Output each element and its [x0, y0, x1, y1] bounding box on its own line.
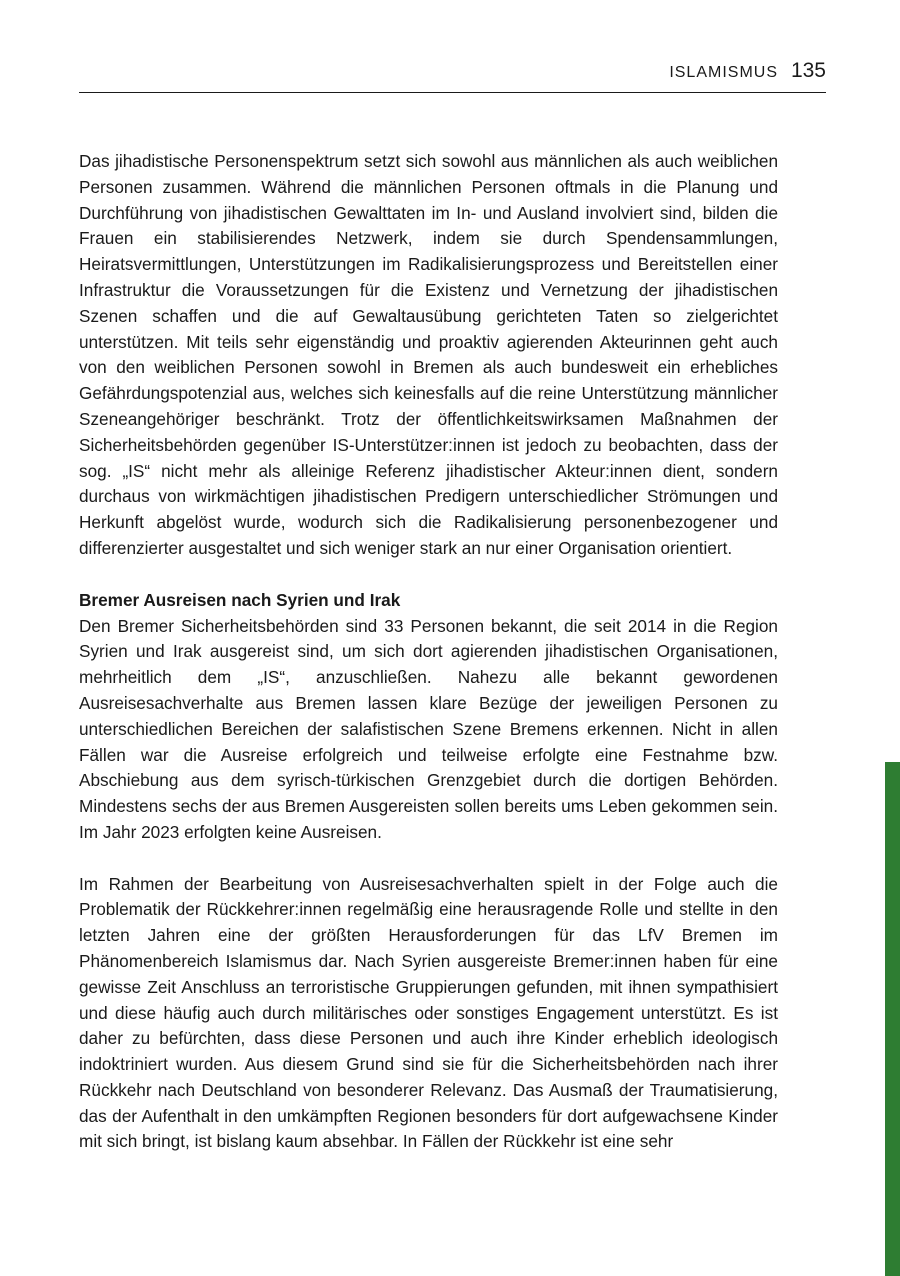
section-heading: Bremer Ausreisen nach Syrien und Irak	[79, 589, 401, 610]
page-body	[79, 149, 778, 1155]
body-paragraph: Das jihadistische Personenspektrum setzt sich sowohl aus männlichen als auch weiblichen Personen zusammen. Während die männlichen Personen oftmals in die Planung und Durchführung von jihadistischen Gewalttaten im In- und Ausland involviert sind, bilden die Frauen ein stabilisierendes Netzwerk, indem sie durch Spendensammlungen, Heiratsvermittlungen, Unterstützungen im Radikalisierungsprozess und Bereitstellen einer Infrastruktur die Voraussetzungen für die Existenz und Vernetzung der jihadistischen Szenen schaffen und die auf Gewaltausübung gerichteten Taten so zielgerichtet unterstützen. Mit teils sehr eigenständig und proaktiv agierenden Akteurinnen geht auch von den weiblichen Personen sowohl in Bremen als auch bundesweit ein erhebliches Gefährdungspotenzial aus, welches sich keinesfalls auf die reine Unterstützung männlicher Szeneangehöriger beschränkt. Trotz der öffentlichkeitswirksamen Maßnahmen der Sicherheitsbehörden gegenüber IS-Unterstützer:innen ist jedoch zu beobachten, dass der sog. „IS“ nicht mehr als alleinige Referenz jihadistischer Akteur:innen dient, sondern durchaus von wirkmächtigen jihadistischen Predigern unterschiedlicher Strömungen und Herkunft abgelöst wurde, wodurch sich die Radikalisierung personenbezogener und differenzierter ausgestaltet und sich weniger stark an nur einer Organisation orientiert.	[79, 151, 778, 558]
page-header	[79, 58, 826, 93]
body-paragraph: Den Bremer Sicherheitsbehörden sind 33 Personen bekannt, die seit 2014 in die Region Syrien und Irak ausgereist sind, um sich dort agierenden jihadistischen Organisationen, mehrheitlich dem „IS“, anzuschließen. Nahezu alle bekannt gewordenen Ausreisesachverhalte aus Bremen lassen klare Bezüge der jeweiligen Personen zu unterschiedlichen Bereichen der salafistischen Szene Bremens erkennen. Nicht in allen Fällen war die Ausreise erfolgreich und teilweise erfolgte eine Festnahme bzw. Abschiebung aus dem syrisch-türkischen Grenzgebiet durch die dortigen Behörden. Mindestens sechs der aus Bremen Ausgereisten sollen bereits ums Leben gekommen sein. Im Jahr 2023 erfolgten keine Ausreisen.	[79, 615, 778, 842]
body-paragraph: Im Rahmen der Bearbeitung von Ausreisesachverhalten spielt in der Folge auch die Problematik der Rückkehrer:innen regelmäßig eine herausragende Rolle und stellte in den letzten Jahren eine der größten Herausforderungen für das LfV Bremen im Phänomenbereich Islamismus dar. Nach Syrien ausgereiste Bremer:innen haben für eine gewisse Zeit Anschluss an terroristische Gruppierungen gefunden, mit ihnen sympathisiert und diese häufig auch durch militärisches oder sonstiges Engagement unterstützt. Es ist daher zu befürchten, dass diese Personen und auch ihre Kinder erheblich ideologisch indoktriniert wurden. Aus diesem Grund sind sie für die Sicherheitsbehörden nach ihrer Rückkehr nach Deutschland von besonderer Relevanz. Das Ausmaß der Traumatisierung, das der Aufenthalt in den umkämpften Regionen besonders für dort aufgewachsene Kinder mit sich bringt, ist bislang kaum absehbar. In Fällen der Rückkehr ist eine sehr	[79, 873, 778, 1152]
page-number: 135	[790, 59, 826, 82]
running-header-section: ISLAMISMUS	[669, 64, 778, 81]
chapter-marker-bar	[885, 762, 900, 1276]
